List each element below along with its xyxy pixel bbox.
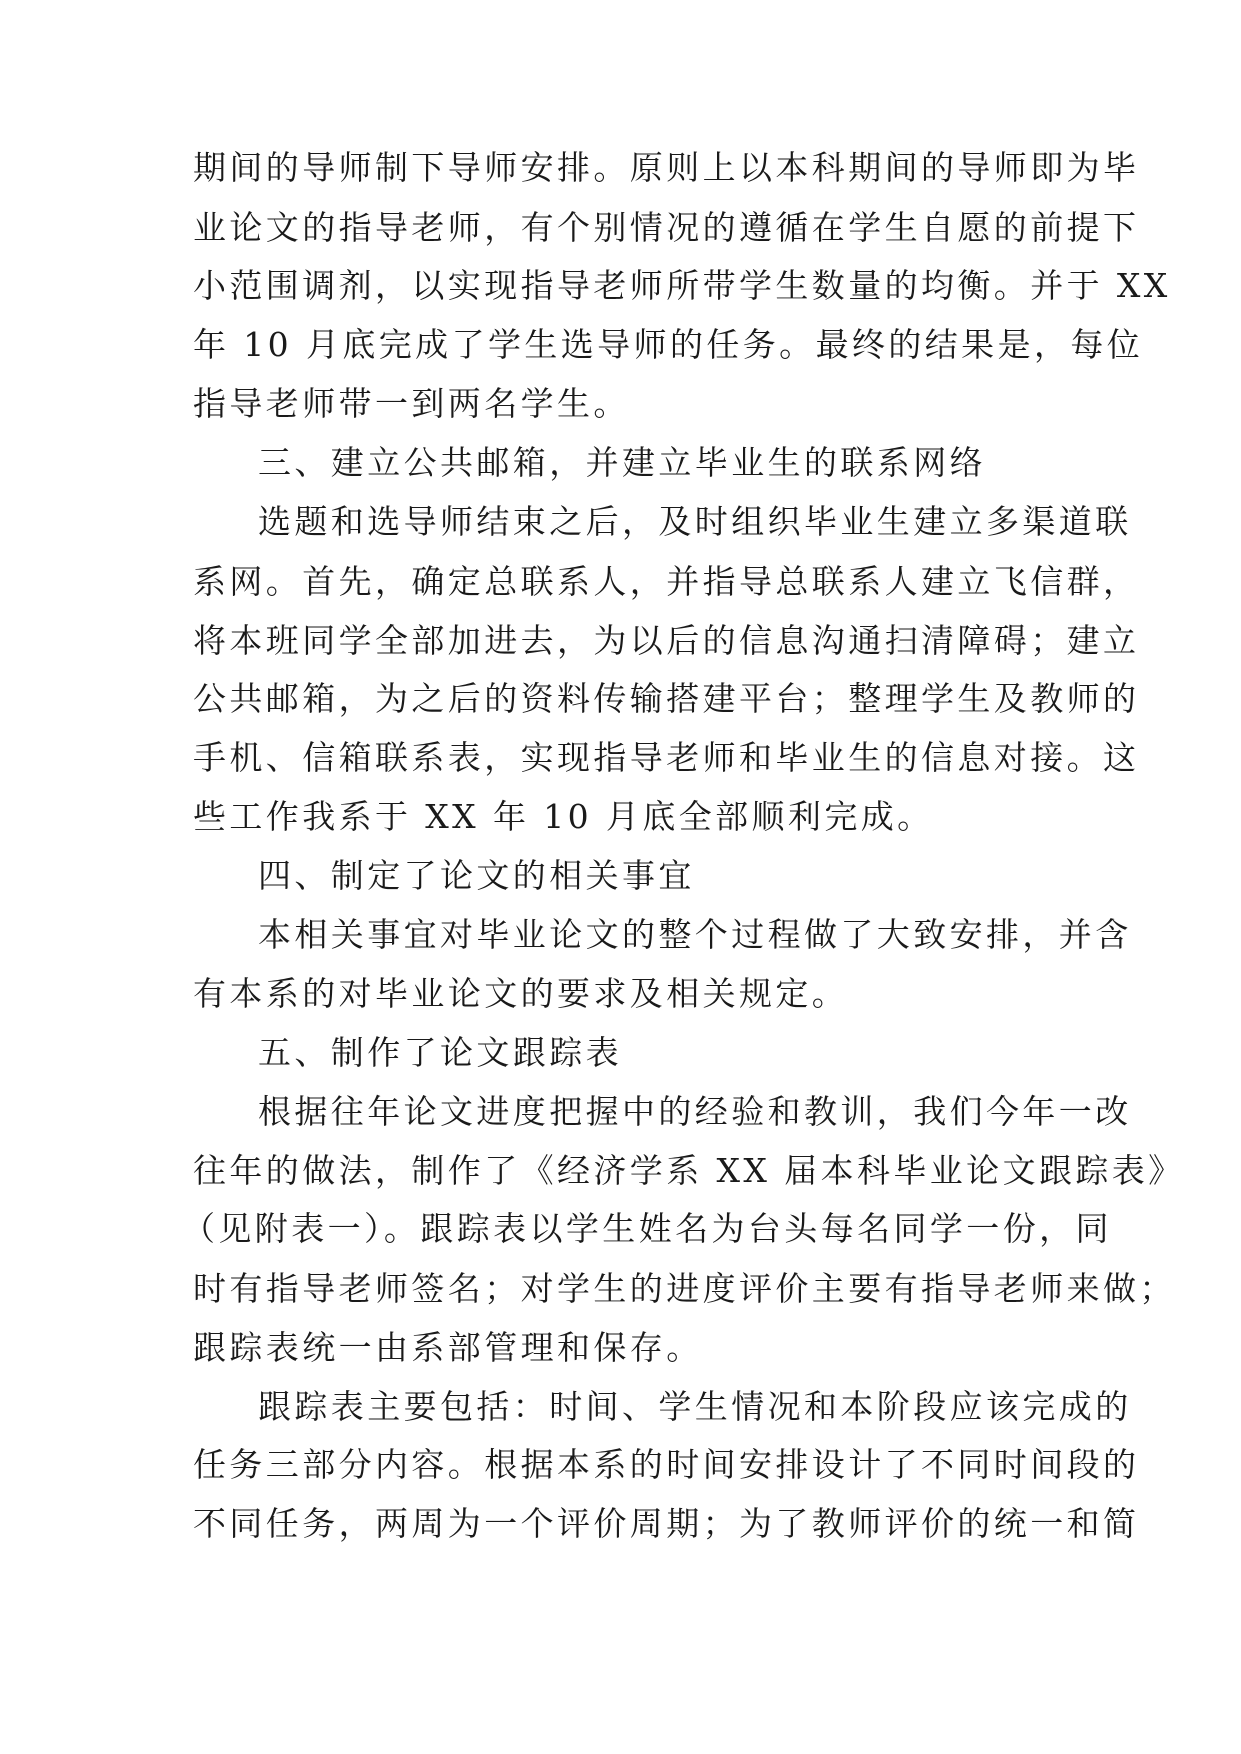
- body-text-line: 跟踪表主要包括：时间、学生情况和本阶段应该完成的: [258, 1387, 1132, 1426]
- body-text-line: 期间的导师制下导师安排。原则上以本科期间的导师即为毕: [193, 148, 1140, 187]
- section-heading: 四、制定了论文的相关事宜: [258, 856, 695, 895]
- body-text-line: 根据往年论文进度把握中的经验和教训，我们今年一改: [258, 1092, 1132, 1131]
- body-text-line: 公共邮箱，为之后的资料传输搭建平台；整理学生及教师的: [193, 679, 1140, 718]
- body-text-line: （见附表一）。跟踪表以学生姓名为台头每名同学一份，同: [182, 1209, 1112, 1248]
- body-text-line: 手机、信箱联系表，实现指导老师和毕业生的信息对接。这: [193, 738, 1140, 777]
- body-text-line: 选题和选导师结束之后，及时组织毕业生建立多渠道联: [258, 502, 1132, 541]
- body-text-line: 跟踪表统一由系部管理和保存。: [193, 1328, 703, 1367]
- body-text-line: 系网。首先，确定总联系人，并指导总联系人建立飞信群，: [193, 562, 1140, 601]
- body-text-line: 业论文的指导老师，有个别情况的遵循在学生自愿的前提下: [193, 208, 1140, 247]
- body-text-line: 年 10 月底完成了学生选导师的任务。最终的结果是，每位: [193, 325, 1144, 364]
- body-text-line: 些工作我系于 XX 年 10 月底全部顺利完成。: [193, 797, 934, 836]
- body-text-line: 本相关事宜对毕业论文的整个过程做了大致安排，并含: [258, 915, 1132, 954]
- body-text-line: 将本班同学全部加进去，为以后的信息沟通扫清障碍；建立: [193, 621, 1140, 660]
- section-heading: 三、建立公共邮箱，并建立毕业生的联系网络: [258, 443, 986, 482]
- body-text-line: 时有指导老师签名；对学生的进度评价主要有指导老师来做；: [193, 1269, 1176, 1308]
- body-text-line: 指导老师带一到两名学生。: [193, 384, 630, 423]
- section-heading: 五、制作了论文跟踪表: [258, 1033, 622, 1072]
- body-text-line: 往年的做法，制作了《经济学系 XX 届本科毕业论文跟踪表》: [193, 1151, 1185, 1190]
- body-text-line: 不同任务，两周为一个评价周期；为了教师评价的统一和简: [193, 1504, 1140, 1543]
- body-text-line: 任务三部分内容。根据本系的时间安排设计了不同时间段的: [193, 1445, 1140, 1484]
- body-text-line: 有本系的对毕业论文的要求及相关规定。: [193, 974, 849, 1013]
- body-text-line: 小范围调剂，以实现指导老师所带学生数量的均衡。并于 XX: [193, 266, 1171, 305]
